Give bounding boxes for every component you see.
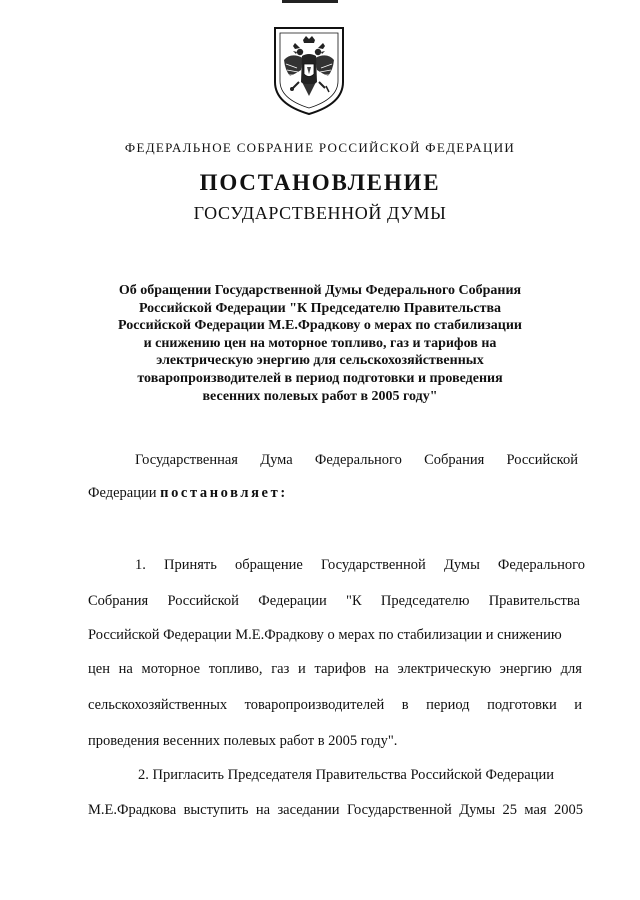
word: топливо, bbox=[208, 661, 263, 677]
subject-line: товаропроизводителей в период подготовки и проведения bbox=[137, 370, 503, 386]
word: Думы bbox=[459, 802, 496, 818]
word: Собрания bbox=[88, 593, 149, 609]
subject-line: Об обращении Государственной Думы Федерального Собрания bbox=[118, 283, 522, 298]
word: газ bbox=[271, 661, 290, 677]
word: цен bbox=[88, 661, 110, 677]
word: на bbox=[118, 661, 133, 677]
paragraph-1-line: Российской Федерации М.Е.Фрадкову о мерах по стабилизации и снижению bbox=[88, 627, 562, 643]
word: и bbox=[298, 661, 306, 677]
coat-of-arms-icon bbox=[271, 24, 347, 118]
top-edge-mark bbox=[282, 0, 338, 3]
paragraph-1-line bbox=[88, 697, 582, 714]
word: Думы bbox=[443, 557, 480, 573]
word: моторное bbox=[141, 661, 201, 677]
word: Российской bbox=[167, 593, 239, 609]
word: на bbox=[374, 661, 389, 677]
decree-word: постановляет: bbox=[160, 485, 288, 501]
word: период bbox=[426, 697, 470, 713]
subject-line: весенних полевых работ в 2005 году" bbox=[202, 388, 438, 404]
word: Федерального bbox=[314, 452, 402, 468]
word: Государственной bbox=[320, 557, 426, 573]
subject-line: электрическую энергию для сельскохозяйственных bbox=[156, 353, 484, 369]
word: Принять bbox=[163, 557, 217, 573]
preamble-line bbox=[135, 452, 578, 469]
word: выступить bbox=[183, 802, 249, 818]
word: Российской bbox=[506, 452, 578, 468]
word: Государственной bbox=[346, 802, 452, 818]
word: мая bbox=[524, 802, 547, 818]
word: сельскохозяйственных bbox=[88, 697, 228, 713]
word: товаропроизводителей bbox=[244, 697, 385, 713]
word: Государственная bbox=[135, 452, 238, 468]
preamble-text: Федерации bbox=[88, 485, 161, 501]
paragraph-2-line: 2. Пригласить Председателя Правительства Российской Федерации bbox=[138, 767, 555, 783]
word: "К bbox=[346, 593, 362, 609]
paragraph-1-line: проведения весенних полевых работ в 2005 году". bbox=[88, 733, 398, 749]
word: тарифов bbox=[314, 661, 366, 677]
word: в bbox=[401, 697, 409, 713]
subject-line: Российской Федерации М.Е.Фрадкову о мерах по стабилизации bbox=[118, 318, 522, 334]
word: Председателю bbox=[380, 593, 470, 609]
word: Дума bbox=[260, 452, 293, 468]
word: и bbox=[574, 697, 582, 713]
word: Правительства bbox=[488, 593, 580, 609]
word: Федерального bbox=[497, 557, 585, 573]
word: для bbox=[560, 661, 582, 677]
word: 2005 bbox=[553, 802, 583, 818]
word: 1. bbox=[135, 557, 146, 573]
resolution-subject bbox=[100, 282, 540, 405]
paragraph-1-line bbox=[88, 593, 580, 610]
paragraph-2-line bbox=[88, 802, 583, 819]
subject-line: и снижению цен на моторное топливо, газ и тарифов на bbox=[143, 335, 497, 351]
word: обращение bbox=[234, 557, 303, 573]
document-type-title: ПОСТАНОВЛЕНИЕ bbox=[199, 170, 441, 195]
paragraph-1-line bbox=[135, 557, 585, 574]
word: Собрания bbox=[424, 452, 485, 468]
word: энергию bbox=[499, 661, 552, 677]
word: Федерации bbox=[258, 593, 327, 609]
paragraph-1-line bbox=[88, 661, 582, 678]
word: М.Е.Фрадкова bbox=[88, 802, 177, 818]
word: электрическую bbox=[397, 661, 491, 677]
organization-line: ФЕДЕРАЛЬНОЕ СОБРАНИЕ РОССИЙСКОЙ ФЕДЕРАЦИИ bbox=[124, 140, 516, 155]
word: 25 bbox=[502, 802, 517, 818]
preamble-line bbox=[88, 485, 288, 502]
word: подготовки bbox=[487, 697, 557, 713]
word: на bbox=[255, 802, 271, 818]
subject-line: Российской Федерации "К Председателю Правительства bbox=[138, 300, 502, 316]
document-issuer: ГОСУДАРСТВЕННОЙ ДУМЫ bbox=[193, 203, 447, 223]
word: заседании bbox=[277, 802, 340, 818]
